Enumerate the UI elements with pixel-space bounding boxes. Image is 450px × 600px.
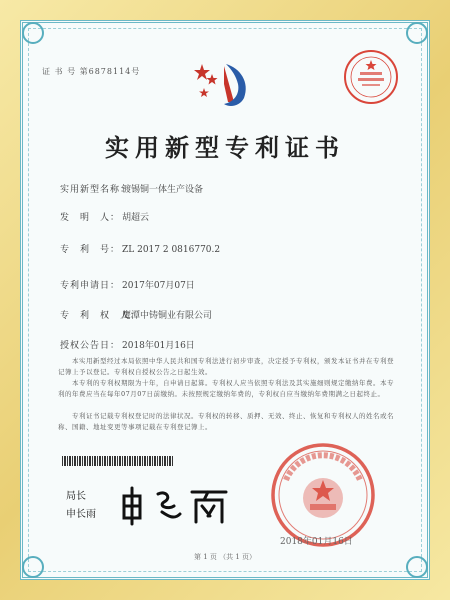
field-value: 鹰潭中铸铜业有限公司	[122, 311, 213, 321]
field-grant-date	[60, 338, 195, 351]
field-label: 专利申请日：	[60, 281, 121, 291]
field-label: 专 利 号：	[60, 245, 121, 255]
red-seal-icon	[342, 48, 400, 106]
field-inventor	[60, 210, 149, 223]
field-patent-number	[60, 242, 220, 255]
field-value: 胡超云	[122, 213, 150, 223]
patent-office-logo-icon	[190, 54, 262, 114]
body-paragraph-1: 本实用新型经过本局依照中华人民共和国专利法进行初步审查，决定授予专利权，颁发本证书并在专利登记簿上予以登记。专利权自授权公告之日起生效。	[58, 357, 394, 376]
field-label: 授权公告日：	[60, 341, 121, 351]
signer-title: 局长	[66, 491, 86, 502]
handwritten-signature-icon	[118, 484, 238, 526]
field-utility-model-name	[60, 182, 203, 195]
corner-ornament	[22, 22, 44, 44]
field-label: 专 利 权 人：	[60, 311, 141, 321]
signer-name: 申长雨	[66, 509, 96, 520]
corner-ornament	[406, 22, 428, 44]
field-value: 2018年01月16日	[122, 341, 195, 351]
field-value: 镀锡铜一体生产设备	[122, 185, 204, 195]
page-number: 第 1 页 （共 1 页）	[193, 553, 257, 561]
field-label: 实用新型名称：	[60, 185, 131, 195]
body-paragraph-3: 专利证书记载专利权登记时的法律状况。专利权的转移、质押、无效、终止、恢复和专利权人的姓名或名称、国籍、地址变更等事项记载在专利登记簿上。	[58, 412, 394, 431]
signer-block	[66, 488, 96, 524]
certificate-title: 实用新型专利证书	[105, 133, 345, 162]
body-paragraph-2: 本专利的专利权期限为十年，自申请日起算。专利权人应当依照专利法及其实施细则规定缴纳年费。本专利的年费应当在每年07月07日前缴纳。未按照规定缴纳年费的，专利权自应当缴纳年费期满之日起终止。	[58, 379, 394, 398]
field-value: 2017年07月07日	[122, 281, 195, 291]
seal-date: 2018年01月16日	[280, 537, 353, 547]
barcode	[62, 456, 174, 466]
field-label: 发 明 人：	[60, 213, 121, 223]
certificate-number: 证 书 号 第6878114号	[42, 67, 141, 76]
field-application-date	[60, 278, 195, 291]
field-value: ZL 2017 2 0816770.2	[122, 245, 221, 255]
field-patentee	[60, 308, 212, 321]
